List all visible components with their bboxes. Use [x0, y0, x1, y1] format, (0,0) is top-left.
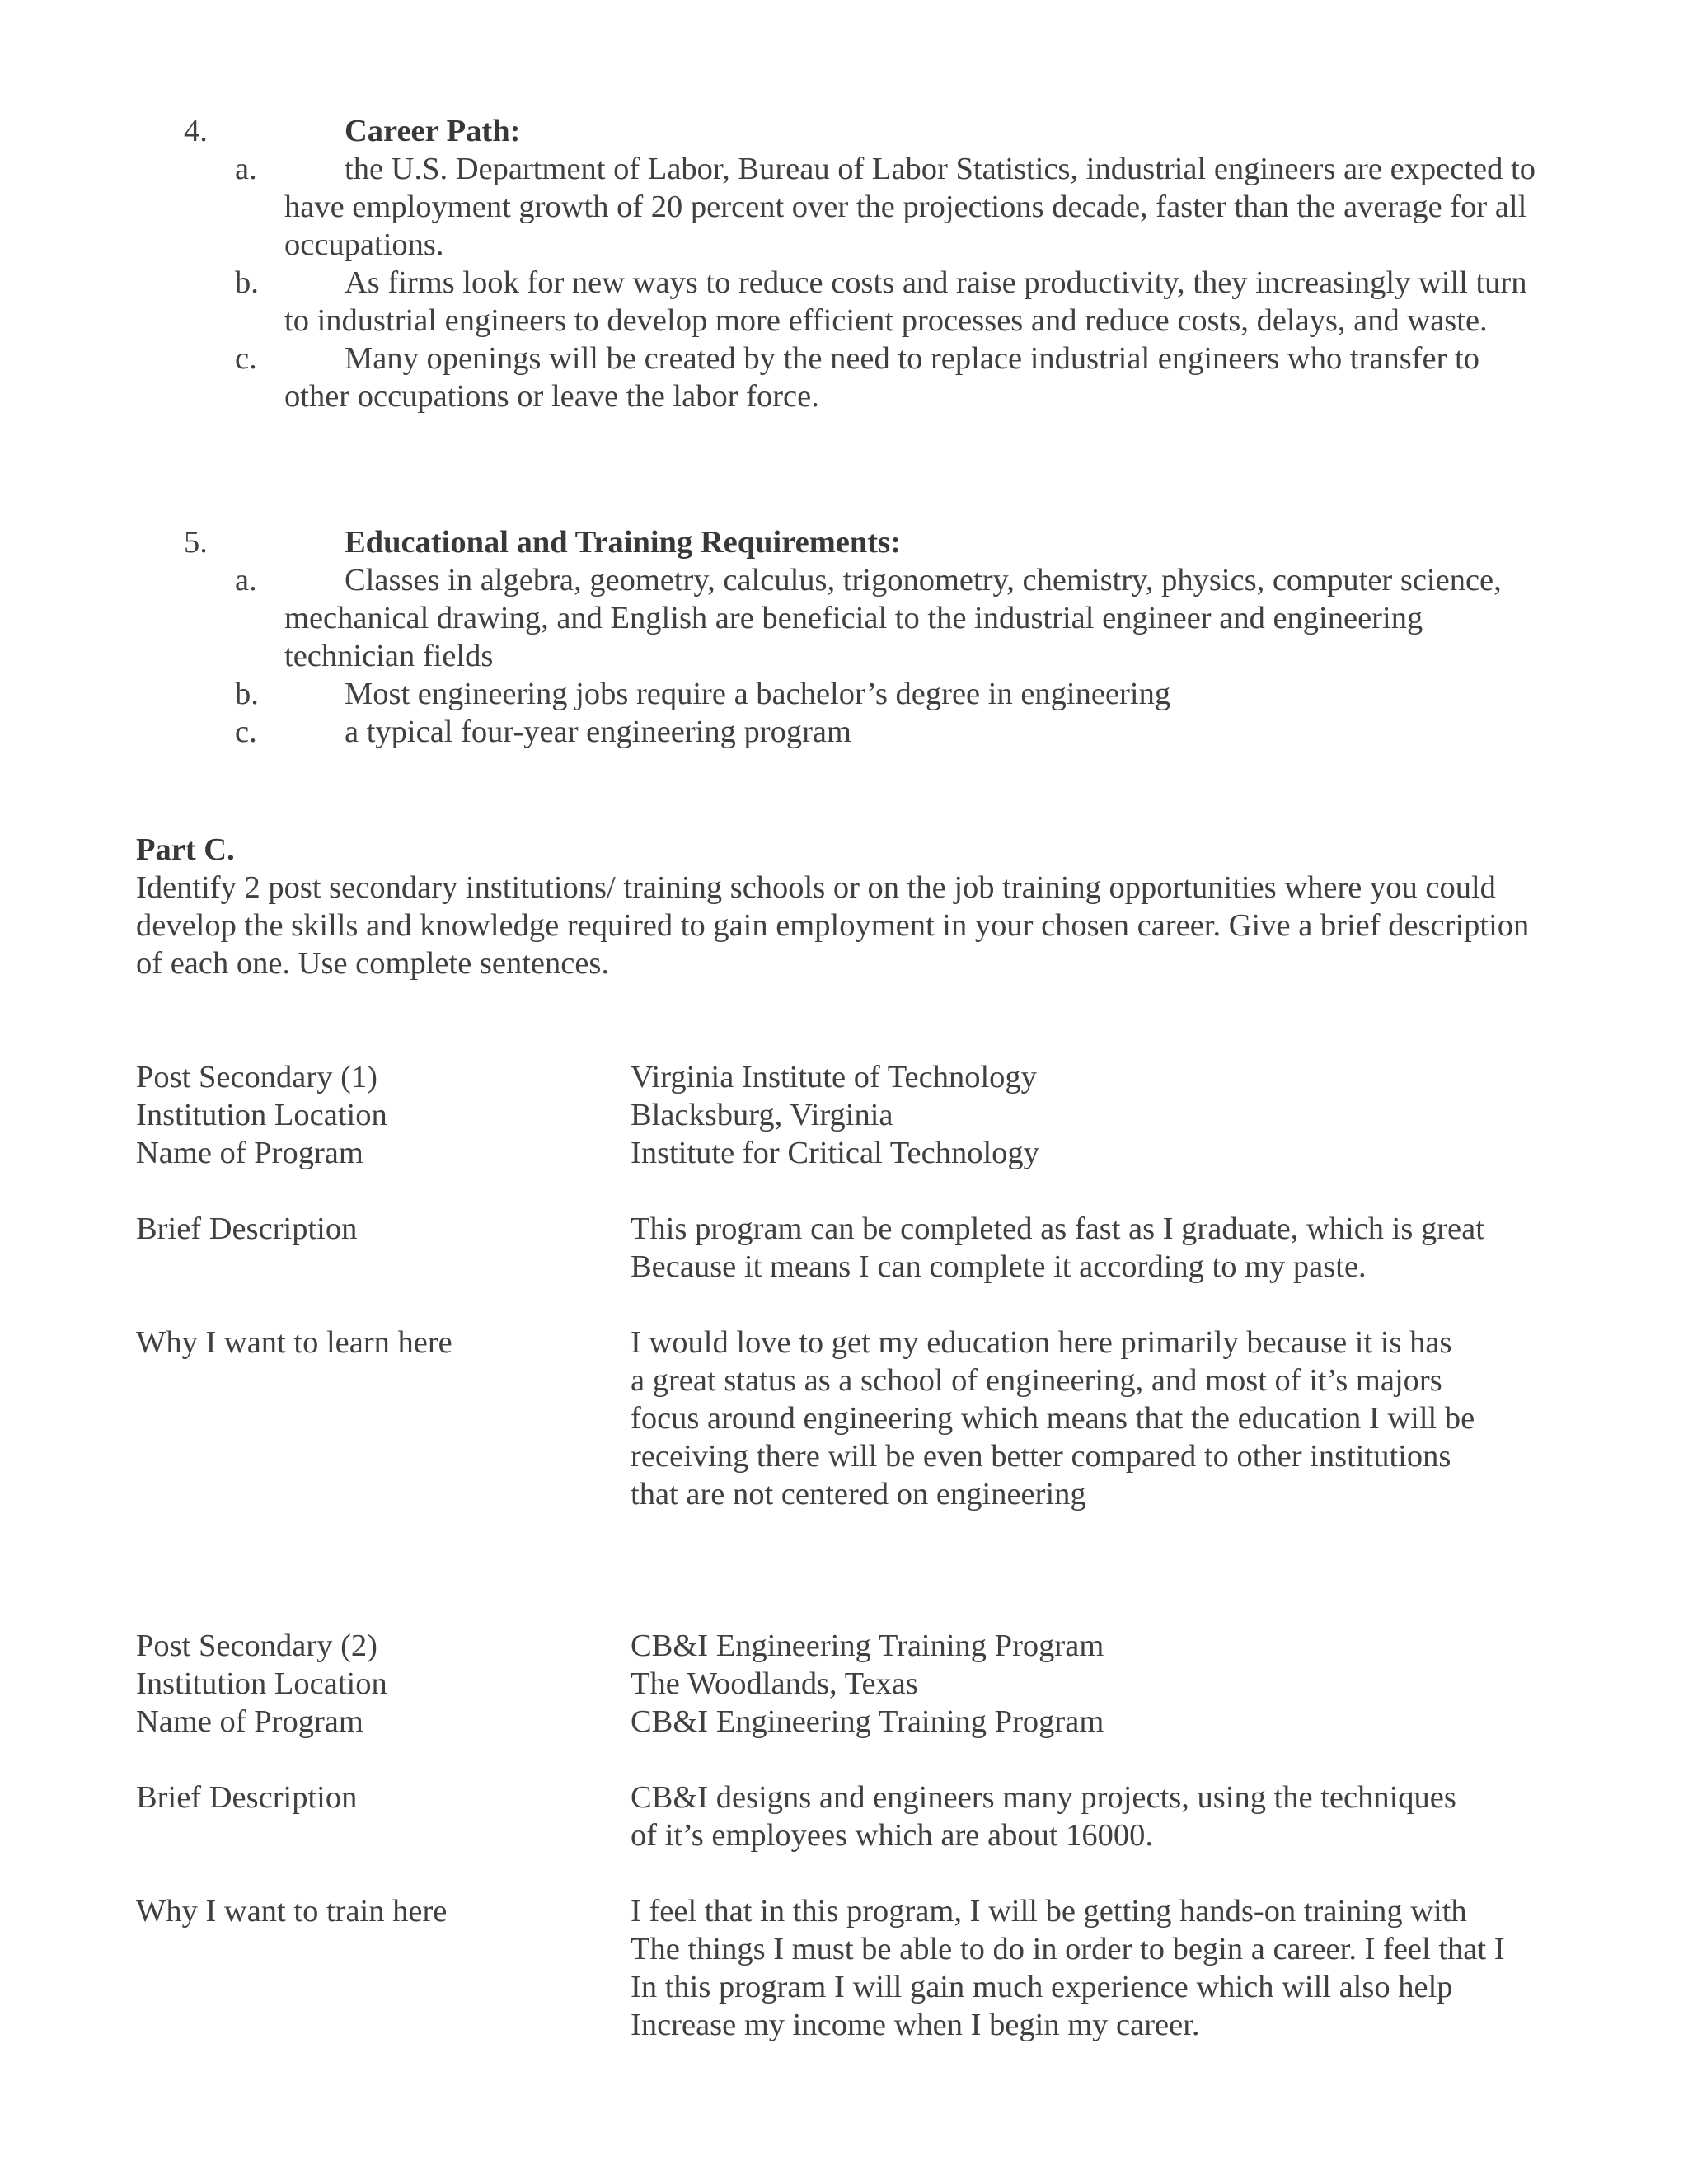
location-label: Institution Location [136, 1666, 387, 1701]
why-label: Why I want to train here [136, 1894, 448, 1929]
why-line: The things I must be able to do in order to begin a career. I feel that I [631, 1932, 1505, 1966]
list-item-letter: b. [235, 677, 259, 711]
post-secondary-value: Virginia Institute of Technology [631, 1060, 1037, 1094]
part-c-description: Identify 2 post secondary institutions/ training schools or on the job training opportunities where you could develop the skills and knowledge required to gain employment in your chosen career. Give a brief description of each one. Use complete sentences. [136, 870, 1530, 981]
program-value: Institute for Critical Technology [631, 1136, 1039, 1170]
list-item-letter: c. [235, 341, 257, 376]
list-item-letter: a. [235, 152, 257, 186]
list-item [0, 150, 1688, 264]
list-item-letter: b. [235, 265, 259, 300]
description-line: of it’s employees which are about 16000. [631, 1818, 1154, 1853]
description-line: Because it means I can complete it according to my paste. [631, 1249, 1367, 1284]
section-heading [0, 523, 1688, 561]
section-career-path [0, 112, 1688, 415]
list-item [0, 264, 1688, 340]
post-secondary-label: Post Secondary (1) [136, 1060, 377, 1094]
description-label: Brief Description [136, 1780, 358, 1815]
why-value [631, 1324, 1554, 1513]
description-line: This program can be completed as fast as I graduate, which is great [631, 1212, 1484, 1246]
why-label: Why I want to learn here [136, 1325, 452, 1360]
location-value: Blacksburg, Virginia [631, 1098, 893, 1132]
post-secondary-value: CB&I Engineering Training Program [631, 1629, 1104, 1663]
why-line: receiving there will be even better compared to other institutions [631, 1439, 1451, 1474]
section-heading [0, 112, 1688, 150]
list-item [0, 561, 1688, 675]
part-c-title: Part C. [136, 832, 235, 867]
list-item-text: Many openings will be created by the need to replace industrial engineers who transfer to other occupations or leave the labor force. [284, 341, 1479, 414]
why-line: I feel that in this program, I will be getting hands-on training with [631, 1894, 1467, 1929]
section-number: 4. [184, 114, 208, 148]
list-item-text: Most engineering jobs require a bachelor’s degree in engineering [345, 677, 1171, 711]
why-line: focus around engineering which means that the education I will be [631, 1401, 1475, 1436]
list-item-text: As firms look for new ways to reduce costs and raise productivity, they increasingly will turn to industrial engineers to develop more efficient processes and reduce costs, delays, and waste. [284, 265, 1527, 338]
part-c [136, 831, 1554, 982]
program-label: Name of Program [136, 1704, 363, 1739]
program-label: Name of Program [136, 1136, 363, 1170]
why-value [631, 1892, 1554, 2044]
location-value: The Woodlands, Texas [631, 1666, 918, 1701]
list-item-text: a typical four-year engineering program [345, 715, 851, 749]
why-line: Increase my income when I begin my career. [631, 2008, 1200, 2042]
why-line: I would love to get my education here primarily because it is has [631, 1325, 1452, 1360]
program-value: CB&I Engineering Training Program [631, 1704, 1104, 1739]
list-item [0, 713, 1688, 751]
description-value [631, 1210, 1554, 1286]
post-secondary-label: Post Secondary (2) [136, 1629, 377, 1663]
location-label: Institution Location [136, 1098, 387, 1132]
description-value [631, 1779, 1554, 1854]
why-line: a great status as a school of engineering, and most of it’s majors [631, 1363, 1442, 1398]
list-item [0, 340, 1688, 415]
why-line: In this program I will gain much experience which will also help [631, 1970, 1453, 2004]
why-line: that are not centered on engineering [631, 1477, 1086, 1511]
list-item-text: the U.S. Department of Labor, Bureau of Labor Statistics, industrial engineers are expected to have employment growth of 20 percent over the projections decade, faster than the average for all occupations. [284, 152, 1536, 262]
section-education-requirements [0, 523, 1688, 751]
section-title: Educational and Training Requirements: [345, 525, 901, 560]
section-number: 5. [184, 525, 208, 560]
description-label: Brief Description [136, 1212, 358, 1246]
list-item [0, 675, 1688, 713]
section-title: Career Path: [345, 114, 521, 148]
list-item-text: Classes in algebra, geometry, calculus, trigonometry, chemistry, physics, computer science, mechanical drawing, and English are beneficial to the industrial engineer and engineering technician fields [284, 563, 1502, 673]
list-item-letter: c. [235, 715, 257, 749]
description-line: CB&I designs and engineers many projects, using the techniques [631, 1780, 1456, 1815]
list-item-letter: a. [235, 563, 257, 598]
